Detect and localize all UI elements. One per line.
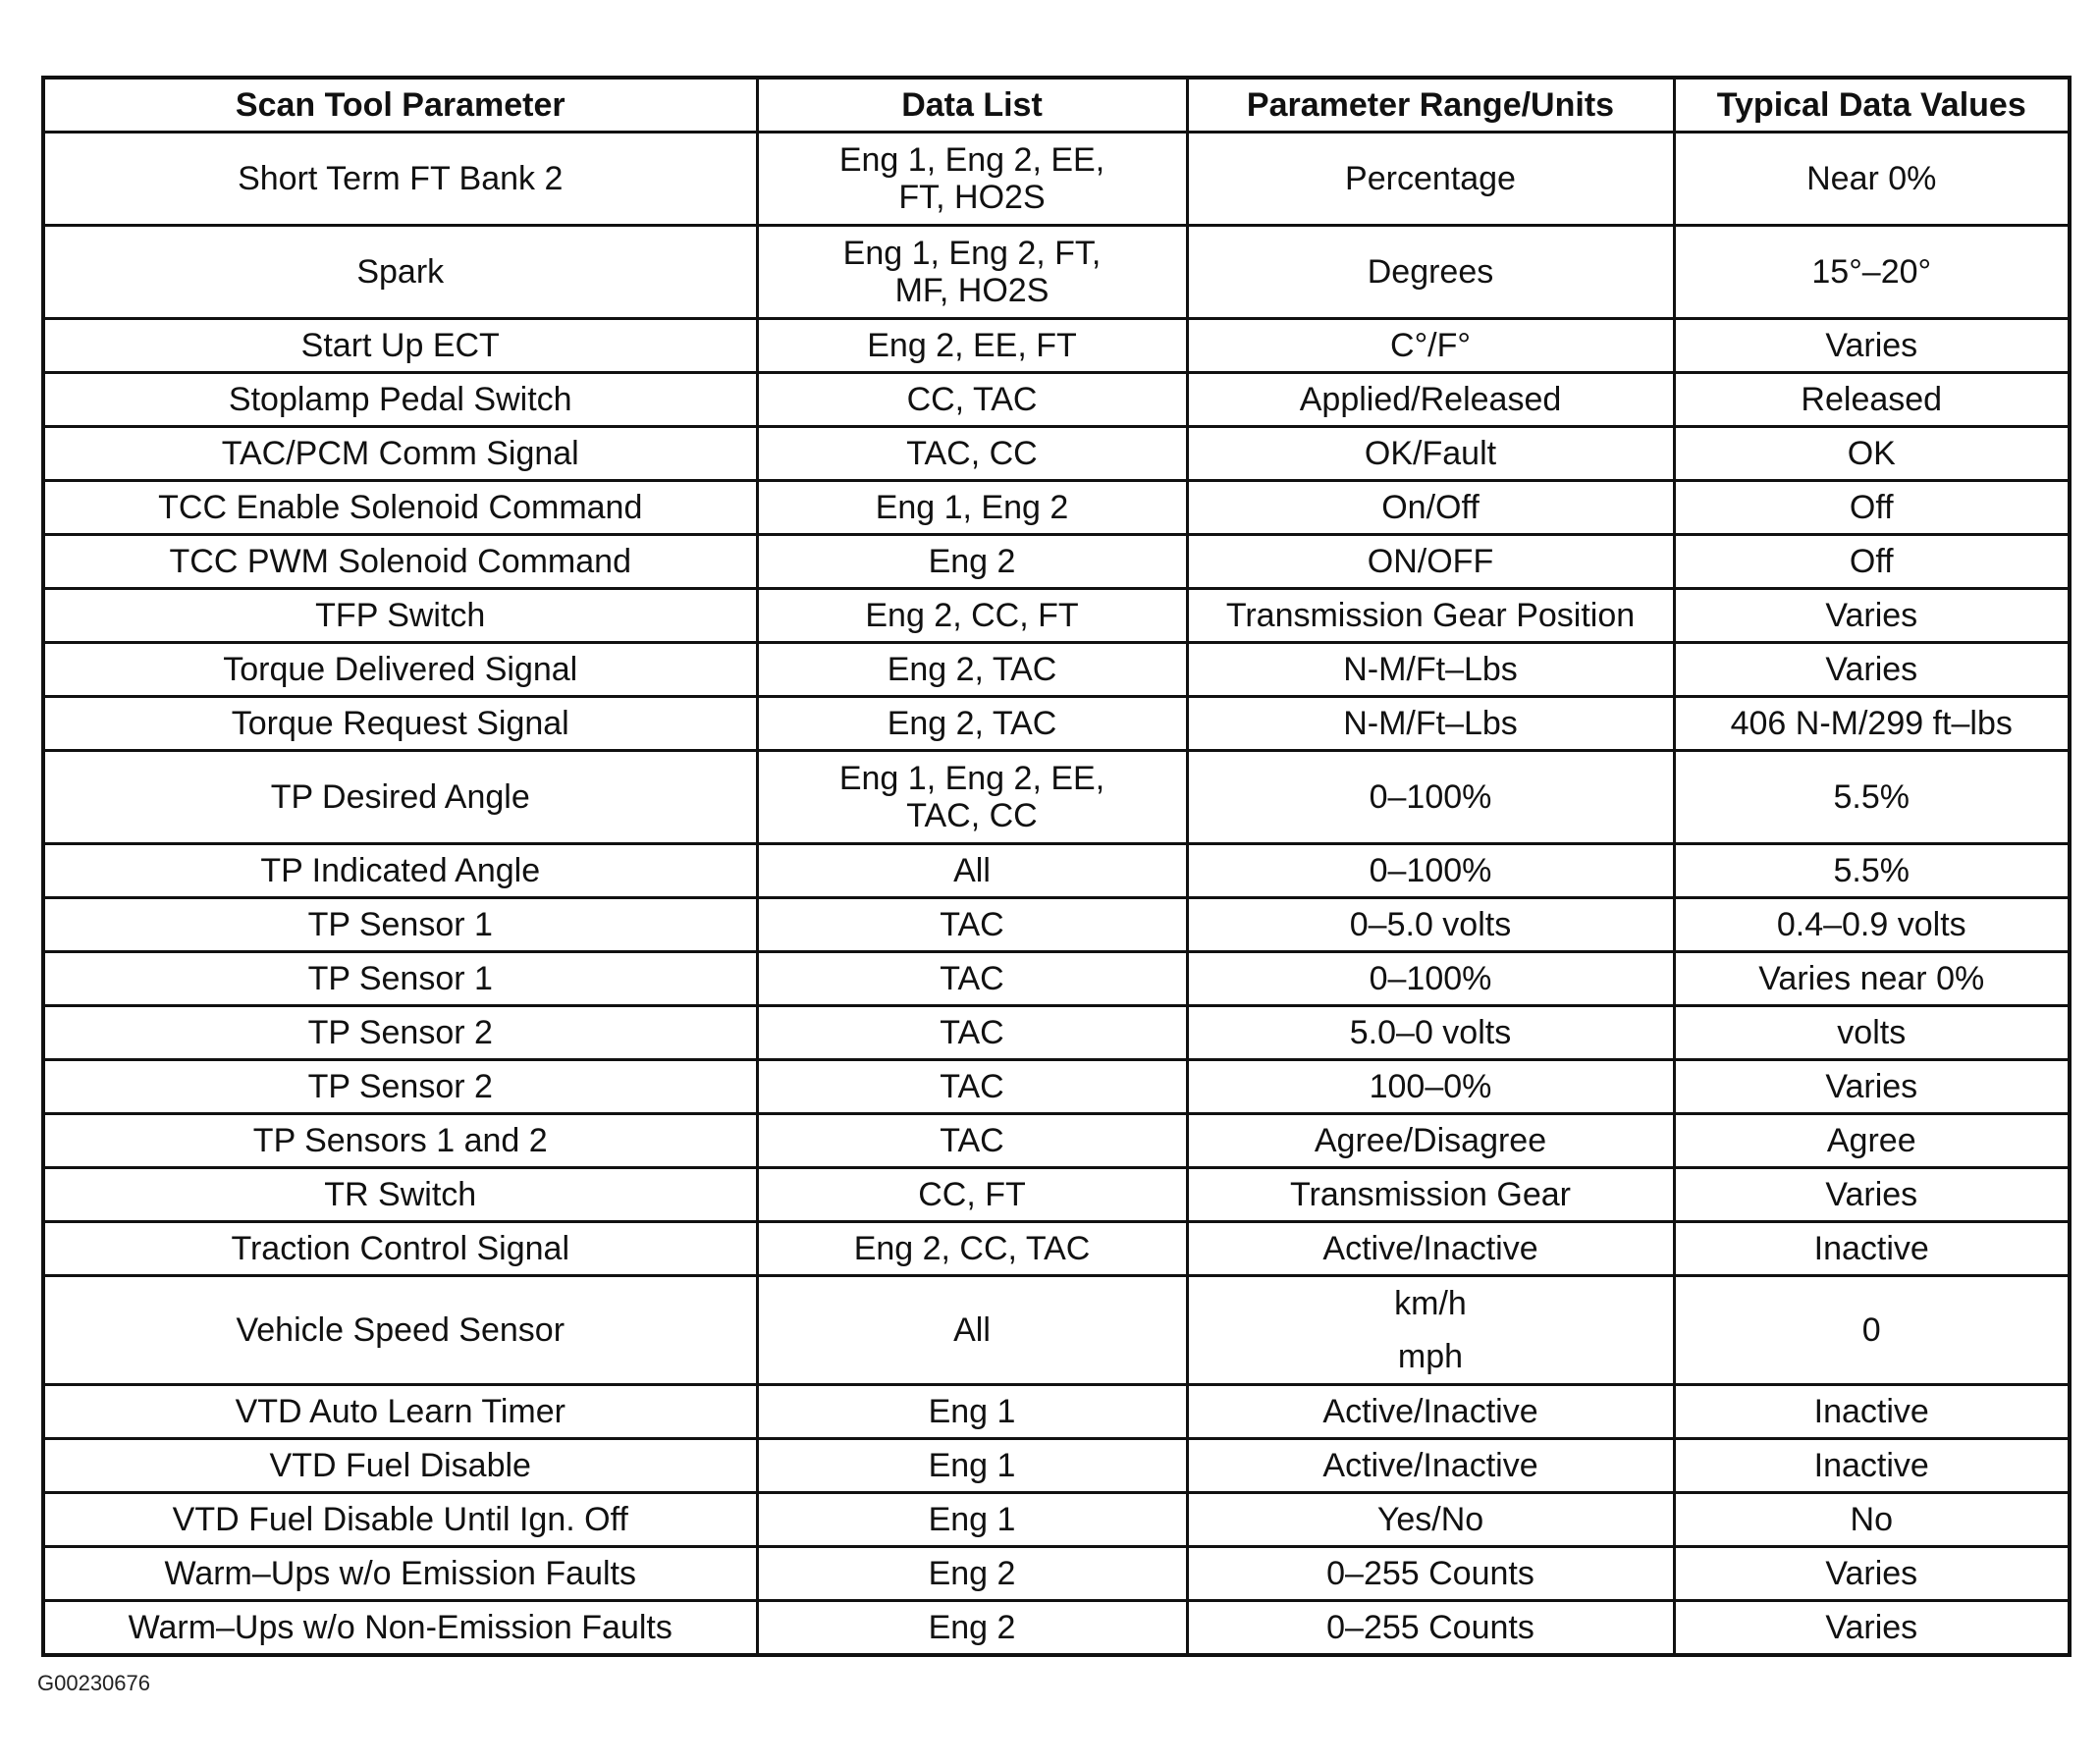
table-cell: 0–255 Counts — [1187, 1601, 1674, 1656]
table-cell: Eng 1 — [757, 1493, 1187, 1547]
table-cell: Applied/Released — [1187, 373, 1674, 427]
table-cell: TAC — [757, 952, 1187, 1006]
table-cell: Transmission Gear — [1187, 1168, 1674, 1222]
table-cell: Start Up ECT — [43, 319, 757, 373]
table-cell: Off — [1674, 481, 2070, 535]
table-cell: Torque Delivered Signal — [43, 643, 757, 697]
table-cell: No — [1674, 1493, 2070, 1547]
table-cell: 0–5.0 volts — [1187, 898, 1674, 952]
table-cell: Eng 2, CC, TAC — [757, 1222, 1187, 1276]
table-cell: volts — [1674, 1006, 2070, 1060]
table-cell: 100–0% — [1187, 1060, 1674, 1114]
table-cell: Eng 2 — [757, 1601, 1187, 1656]
table-cell: Degrees — [1187, 226, 1674, 319]
table-row — [43, 1168, 2070, 1222]
table-cell: TCC Enable Solenoid Command — [43, 481, 757, 535]
table-cell: OK — [1674, 427, 2070, 481]
table-cell: Varies — [1674, 1060, 2070, 1114]
table-cell: TP Sensor 2 — [43, 1060, 757, 1114]
table-row — [43, 1493, 2070, 1547]
table-cell: Torque Request Signal — [43, 697, 757, 751]
table-cell: TP Sensor 1 — [43, 952, 757, 1006]
table-cell: Inactive — [1674, 1222, 2070, 1276]
table-cell: Stoplamp Pedal Switch — [43, 373, 757, 427]
table-row — [43, 535, 2070, 589]
table-cell: TP Indicated Angle — [43, 844, 757, 898]
table-cell: Eng 2, TAC — [757, 643, 1187, 697]
table-cell: N-M/Ft–Lbs — [1187, 643, 1674, 697]
table-cell: Eng 1 — [757, 1385, 1187, 1439]
table-cell: Eng 2 — [757, 535, 1187, 589]
table-cell: Traction Control Signal — [43, 1222, 757, 1276]
table-cell: Eng 1, Eng 2, FT, MF, HO2S — [757, 226, 1187, 319]
table-cell: TFP Switch — [43, 589, 757, 643]
table-cell: TP Sensors 1 and 2 — [43, 1114, 757, 1168]
table-cell: On/Off — [1187, 481, 1674, 535]
table-cell: 0–100% — [1187, 844, 1674, 898]
table-cell: TAC, CC — [757, 427, 1187, 481]
table-cell: Active/Inactive — [1187, 1385, 1674, 1439]
table-cell: Warm–Ups w/o Non-Emission Faults — [43, 1601, 757, 1656]
scan-tool-data-table — [41, 76, 2072, 1657]
table-row — [43, 133, 2070, 226]
table-cell: 15°–20° — [1674, 226, 2070, 319]
table-cell: VTD Auto Learn Timer — [43, 1385, 757, 1439]
table-row — [43, 844, 2070, 898]
table-cell: Varies — [1674, 1168, 2070, 1222]
table-cell: 5.0–0 volts — [1187, 1006, 1674, 1060]
table-cell: 0–100% — [1187, 952, 1674, 1006]
table-cell: TP Sensor 1 — [43, 898, 757, 952]
table-cell: Short Term FT Bank 2 — [43, 133, 757, 226]
table-cell: km/h mph — [1187, 1276, 1674, 1385]
table-cell: Eng 1, Eng 2 — [757, 481, 1187, 535]
table-row — [43, 643, 2070, 697]
table-row — [43, 1222, 2070, 1276]
table-cell: Spark — [43, 226, 757, 319]
table-row — [43, 1276, 2070, 1385]
table-cell: TAC — [757, 1114, 1187, 1168]
table-header-row — [43, 78, 2070, 133]
table-row — [43, 1114, 2070, 1168]
table-cell: 0–255 Counts — [1187, 1547, 1674, 1601]
table-cell: 5.5% — [1674, 751, 2070, 844]
table-row — [43, 373, 2070, 427]
table-cell: TCC PWM Solenoid Command — [43, 535, 757, 589]
table-cell: C°/F° — [1187, 319, 1674, 373]
table-cell: N-M/Ft–Lbs — [1187, 697, 1674, 751]
table-cell: Active/Inactive — [1187, 1222, 1674, 1276]
table-cell: All — [757, 1276, 1187, 1385]
table-cell: All — [757, 844, 1187, 898]
table-cell: Eng 1, Eng 2, EE, FT, HO2S — [757, 133, 1187, 226]
table-cell: Released — [1674, 373, 2070, 427]
table-cell: VTD Fuel Disable Until Ign. Off — [43, 1493, 757, 1547]
table-cell: CC, TAC — [757, 373, 1187, 427]
table-cell: Varies — [1674, 1601, 2070, 1656]
column-header: Parameter Range/Units — [1187, 78, 1674, 133]
table-cell: 0.4–0.9 volts — [1674, 898, 2070, 952]
table-cell: OK/Fault — [1187, 427, 1674, 481]
table-cell: TAC/PCM Comm Signal — [43, 427, 757, 481]
table-cell: Eng 1 — [757, 1439, 1187, 1493]
table-cell: Eng 2, CC, FT — [757, 589, 1187, 643]
table-cell: CC, FT — [757, 1168, 1187, 1222]
table-cell: 0 — [1674, 1276, 2070, 1385]
table-row — [43, 1385, 2070, 1439]
table-row — [43, 1439, 2070, 1493]
table-cell: TAC — [757, 1060, 1187, 1114]
table-cell: 406 N-M/299 ft–lbs — [1674, 697, 2070, 751]
table-cell: TR Switch — [43, 1168, 757, 1222]
table-row — [43, 319, 2070, 373]
table-cell: Varies — [1674, 589, 2070, 643]
table-cell: TP Desired Angle — [43, 751, 757, 844]
table-cell: Percentage — [1187, 133, 1674, 226]
figure-id: G00230676 — [37, 1671, 150, 1695]
table-row — [43, 427, 2070, 481]
table-cell: Off — [1674, 535, 2070, 589]
table-cell: 0–100% — [1187, 751, 1674, 844]
table-cell: VTD Fuel Disable — [43, 1439, 757, 1493]
table-cell: Yes/No — [1187, 1493, 1674, 1547]
table-row — [43, 1601, 2070, 1656]
table-row — [43, 481, 2070, 535]
table-cell: Eng 2 — [757, 1547, 1187, 1601]
table-row — [43, 226, 2070, 319]
table-cell: Varies — [1674, 643, 2070, 697]
table-cell: Active/Inactive — [1187, 1439, 1674, 1493]
table-cell: Inactive — [1674, 1439, 2070, 1493]
column-header: Data List — [757, 78, 1187, 133]
table-row — [43, 697, 2070, 751]
table-cell: Eng 2, TAC — [757, 697, 1187, 751]
table-cell: ON/OFF — [1187, 535, 1674, 589]
table-cell: Varies near 0% — [1674, 952, 2070, 1006]
table-cell: Varies — [1674, 1547, 2070, 1601]
table-row — [43, 589, 2070, 643]
table-row — [43, 952, 2070, 1006]
table-cell: Vehicle Speed Sensor — [43, 1276, 757, 1385]
table-cell: Agree/Disagree — [1187, 1114, 1674, 1168]
table-cell: Eng 2, EE, FT — [757, 319, 1187, 373]
table-cell: Near 0% — [1674, 133, 2070, 226]
table-row — [43, 898, 2070, 952]
table-cell: TP Sensor 2 — [43, 1006, 757, 1060]
column-header: Scan Tool Parameter — [43, 78, 757, 133]
table-row — [43, 1060, 2070, 1114]
table-cell: Inactive — [1674, 1385, 2070, 1439]
table-cell: TAC — [757, 1006, 1187, 1060]
table-cell: Warm–Ups w/o Emission Faults — [43, 1547, 757, 1601]
table-cell: Varies — [1674, 319, 2070, 373]
table-row — [43, 1006, 2070, 1060]
table-row — [43, 1547, 2070, 1601]
table-cell: Eng 1, Eng 2, EE, TAC, CC — [757, 751, 1187, 844]
column-header: Typical Data Values — [1674, 78, 2070, 133]
table-cell: Agree — [1674, 1114, 2070, 1168]
table-cell: 5.5% — [1674, 844, 2070, 898]
table-row — [43, 751, 2070, 844]
table-cell: TAC — [757, 898, 1187, 952]
table-cell: Transmission Gear Position — [1187, 589, 1674, 643]
